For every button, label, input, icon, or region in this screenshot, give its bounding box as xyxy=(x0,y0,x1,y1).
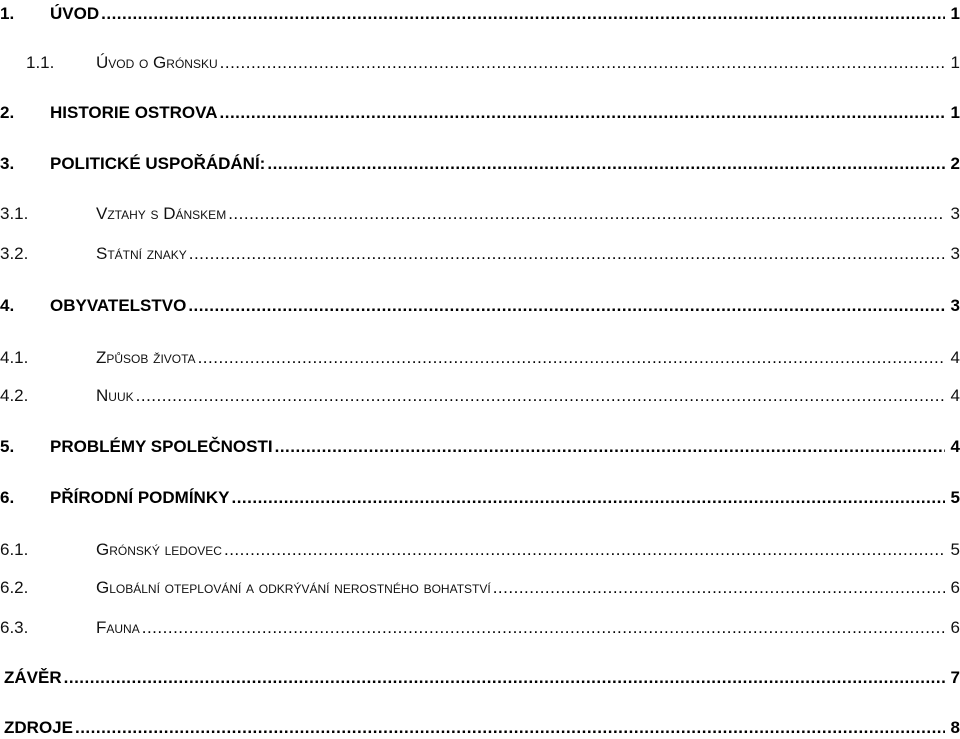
toc-entry-number: 1.1. xyxy=(26,53,55,72)
toc-entry-title: POLITICKÉ USPOŘÁDÁNÍ: xyxy=(50,154,266,173)
dot-leader xyxy=(267,153,945,175)
toc-entry-page: 2 xyxy=(950,154,960,173)
toc-entry-page: 4 xyxy=(950,348,960,367)
toc-entry-title: Fauna xyxy=(96,618,140,637)
dot-leader xyxy=(224,539,945,561)
toc-entry-title: PROBLÉMY SPOLEČNOSTI xyxy=(50,437,273,456)
toc-entry-page: 5 xyxy=(950,488,960,507)
toc-entry-title: OBYVATELSTVO xyxy=(50,296,187,315)
toc-entry-number: 3.2. xyxy=(0,244,29,263)
toc-entry-number: 3.1. xyxy=(0,204,29,223)
dot-leader xyxy=(228,203,945,225)
dot-leader xyxy=(198,347,945,369)
dot-leader xyxy=(188,295,945,317)
toc-entry-politicke-usporadani[interactable] xyxy=(0,153,960,175)
toc-entry-page: 1 xyxy=(950,4,960,23)
toc-entry-page: 3 xyxy=(950,296,960,315)
toc-entry-page: 7 xyxy=(950,668,960,687)
toc-entry-gronsky-ledovec[interactable] xyxy=(0,539,960,561)
toc-entry-fauna[interactable] xyxy=(0,617,960,639)
toc-entry-number: 4.2. xyxy=(0,386,29,405)
toc-entry-nuuk[interactable] xyxy=(0,385,960,407)
toc-entry-problemy-spolecnosti[interactable] xyxy=(0,436,960,458)
toc-entry-zaver[interactable] xyxy=(0,667,960,689)
toc-entry-page: 6 xyxy=(950,578,960,597)
dot-leader xyxy=(75,717,945,739)
toc-entry-title: Nuuk xyxy=(96,386,134,405)
toc-entry-title: Grónský ledovec xyxy=(96,540,222,559)
toc-entry-number: 5. xyxy=(0,437,15,456)
dot-leader xyxy=(136,385,945,407)
toc-entry-number: 3. xyxy=(0,154,15,173)
toc-entry-title: PŘÍRODNÍ PODMÍNKY xyxy=(50,488,230,507)
toc-entry-prirodni-podminky[interactable] xyxy=(0,487,960,509)
toc-entry-page: 1 xyxy=(950,53,960,72)
toc-entry-zdroje[interactable] xyxy=(0,717,960,739)
toc-entry-title: ÚVOD xyxy=(50,4,100,23)
toc-entry-page: 1 xyxy=(950,103,960,122)
toc-entry-page: 4 xyxy=(950,437,960,456)
toc-entry-title: ZÁVĚR xyxy=(4,668,62,687)
toc-entry-number: 6. xyxy=(0,488,15,507)
toc-entry-page: 5 xyxy=(950,540,960,559)
toc-entry-title: Způsob života xyxy=(96,348,196,367)
toc-entry-title: ZDROJE xyxy=(4,718,73,737)
toc-entry-number: 6.1. xyxy=(0,540,29,559)
dot-leader xyxy=(493,577,945,599)
toc-entry-globalni-oteplovani[interactable] xyxy=(0,577,960,599)
toc-entry-number: 2. xyxy=(0,103,15,122)
toc-entry-number: 6.2. xyxy=(0,578,29,597)
toc-entry-title: Státní znaky xyxy=(96,244,187,263)
dot-leader xyxy=(101,3,945,25)
dot-leader xyxy=(64,667,945,689)
toc-entry-title: Globální oteplování a odkrývání nerostného bohatství xyxy=(96,578,491,597)
toc-entry-page: 6 xyxy=(950,618,960,637)
dot-leader xyxy=(231,487,945,509)
toc-entry-title: HISTORIE OSTROVA xyxy=(50,103,218,122)
toc-entry-title: Úvod o Grónsku xyxy=(96,53,218,72)
toc-entry-obyvatelstvo[interactable] xyxy=(0,295,960,317)
dot-leader xyxy=(142,617,945,639)
toc-entry-vztahy-s-danskem[interactable] xyxy=(0,203,960,225)
dot-leader xyxy=(220,102,945,124)
toc-entry-page: 3 xyxy=(950,204,960,223)
toc-entry-uvod-o-gronsku[interactable] xyxy=(0,52,960,74)
toc-entry-page: 3 xyxy=(950,244,960,263)
toc-entry-statni-znaky[interactable] xyxy=(0,243,960,265)
toc-entry-title: Vztahy s Dánskem xyxy=(96,204,227,223)
toc-entry-uvod[interactable] xyxy=(0,3,960,25)
dot-leader xyxy=(189,243,945,265)
toc-entry-page: 8 xyxy=(950,718,960,737)
toc-entry-number: 6.3. xyxy=(0,618,29,637)
dot-leader xyxy=(275,436,945,458)
toc-entry-number: 4. xyxy=(0,296,15,315)
toc-entry-number: 1. xyxy=(0,4,15,23)
toc-entry-page: 4 xyxy=(950,386,960,405)
toc-entry-historie-ostrova[interactable] xyxy=(0,102,960,124)
dot-leader xyxy=(220,52,945,74)
toc-entry-zpusob-zivota[interactable] xyxy=(0,347,960,369)
toc-entry-number: 4.1. xyxy=(0,348,29,367)
